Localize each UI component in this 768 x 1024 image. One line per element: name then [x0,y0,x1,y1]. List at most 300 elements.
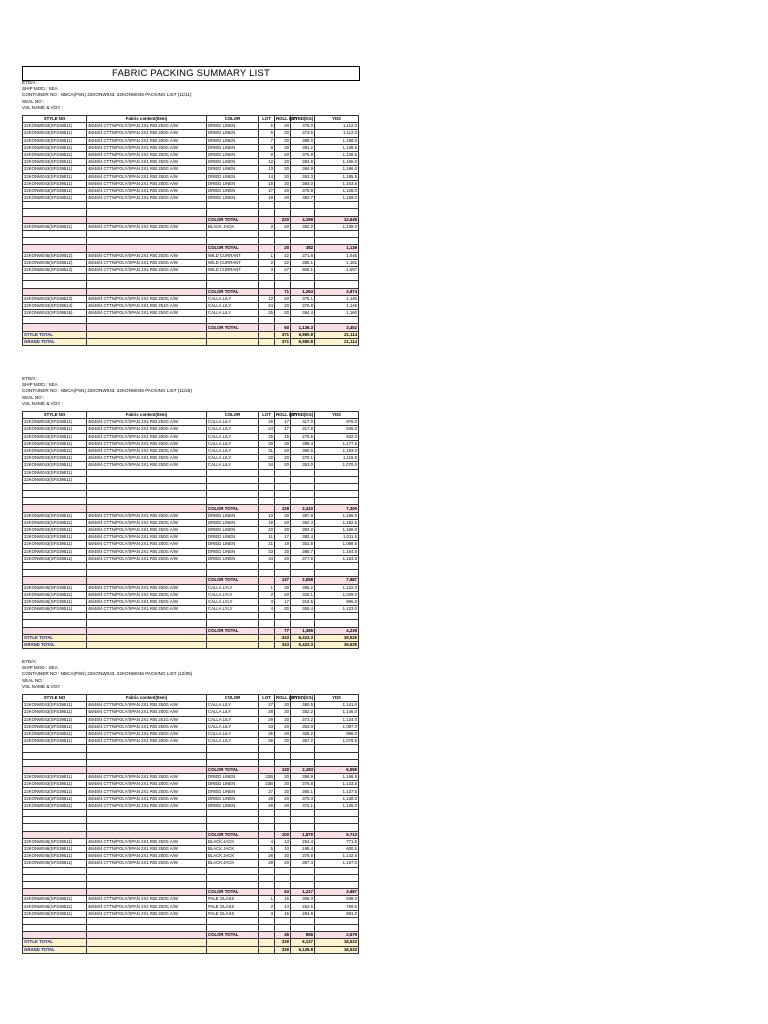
fabric-cell: 48/48/4 CTTN/POLY/SPAN 2X1 RIB 250G A/W [87,137,207,144]
blank-cell [315,570,359,577]
dyed-kg-total: 6,980.8 [291,331,315,338]
lot-cell: 29 [259,802,275,809]
color-total-row [23,216,359,223]
blank-cell [23,881,87,888]
column-header: Fabric content(Item) [87,412,207,419]
fabric-cell: 48/48/4 CTTN/POLY/SPAN 2X1 RIB 250G A/W [87,130,207,137]
yds-cell: 1,158.0 [315,137,359,144]
style-no-cell: 22KONW043(SFS39511) [23,555,87,562]
yds-cell [315,476,359,483]
blank-cell [315,881,359,888]
blank-cell [315,917,359,924]
blank-cell [291,613,315,620]
color-cell: WILD CURRANT [207,259,259,266]
table-row [23,716,359,723]
style-no-cell: 22KONW043(SFS39511) [23,781,87,788]
dyed-kg-cell: 382.4 [291,534,315,541]
roll-qty-cell: 17 [275,598,291,605]
roll-qty-cell: 15 [275,433,291,440]
table-row [23,709,359,716]
blank-cell [23,627,87,634]
color-cell: WILD CURRANT [207,252,259,259]
blank-cell [259,317,275,324]
blank-cell [315,209,359,216]
yds-cell: 1,186.0 [315,527,359,534]
yds-cell: 1,181 [315,259,359,266]
blank-cell [87,939,207,946]
dyed-kg-cell: 306.3 [291,896,315,903]
dyed-kg-cell: 393.2 [291,527,315,534]
style-no-cell: 22KONW046(SFS39512) [23,252,87,259]
yds-total: 5,713 [315,831,359,838]
blank-cell [259,925,275,932]
blank-cell [23,562,87,569]
dyed-kg-total: 2,658 [291,577,315,584]
blank-cell [275,562,291,569]
blank-cell [207,202,259,209]
grand-total-row [23,642,359,649]
blank-cell [315,231,359,238]
shipping-info-line: ETD/A: [22,376,37,381]
blank-cell [207,570,259,577]
color-cell: DRIED LINEN [207,774,259,781]
lot-cell: 3 [259,910,275,917]
color-cell: CALLA LILY [207,723,259,730]
roll-qty-total: 77 [275,627,291,634]
fabric-cell: 48/48/4 CTTN/POLY/SPAN 2X1 RIB 250G A/W [87,896,207,903]
blank-cell [23,505,87,512]
roll-qty-total: 343 [275,642,291,649]
dyed-kg-cell: 294.9 [291,910,315,917]
column-header: YDS [315,695,359,702]
column-header: LOT [259,116,275,123]
roll-qty-cell: 20 [275,447,291,454]
lot-cell: 25 [259,433,275,440]
color-total-label: COLOR TOTAL [207,577,259,584]
fabric-cell: 48/48/4 CTTN/POLY/SPAN 2X1 RIB 251G A/W [87,716,207,723]
lot-cell: 17 [259,187,275,194]
style-no-cell: 22KONW046(SFS39512) [23,259,87,266]
blank-cell [315,752,359,759]
blank-cell [23,745,87,752]
fabric-cell: 48/48/4 CTTN/POLY/SPAN 2X1 RIB 250G A/W [87,860,207,867]
style-no-cell: 22KONW046(SFS39511) [23,838,87,845]
roll-qty-cell: 20 [275,584,291,591]
dyed-kg-total: 6,126.8 [291,946,315,953]
lot-cell: 10 [259,512,275,519]
yds-total: 4,239 [315,627,359,634]
roll-qty-cell: 20 [275,774,291,781]
fabric-cell: 48/48/4 CTTN/POLY/SPAN 2X1 RIB 250G A/W [87,591,207,598]
yds-cell: 1,166.0 [315,166,359,173]
column-header: COLOR [207,412,259,419]
blank-cell [259,642,275,649]
fabric-cell: 48/48/4 CTTN/POLY/SPAN 2X1 RIB 250G A/W [87,310,207,317]
column-header: DYED(KG) [292,116,314,122]
table-row [23,738,359,745]
lot-cell: 8 [259,144,275,151]
lot-cell: 3 [259,266,275,273]
lot-cell: 12 [259,159,275,166]
color-total-row [23,831,359,838]
yds-cell: 832.0 [315,433,359,440]
packing-table [22,411,359,649]
style-no-cell: 22KONW046(SFS39511) [23,598,87,605]
roll-qty-cell: 14 [275,903,291,910]
blank-cell [291,274,315,281]
style-no-cell: 22KONW043(SFS39511) [23,738,87,745]
color-cell: DRIED LINEN [207,173,259,180]
dyed-kg-cell: 275.5 [291,433,315,440]
blank-row [23,759,359,766]
dyed-kg-cell: 254.5 [291,903,315,910]
blank-cell [275,620,291,627]
shipping-info-line: SHIP MOD : SEA [22,665,58,671]
fabric-cell: 48/48/4 CTTN/POLY/SPAN 2X1 RIB 250G A/W [87,910,207,917]
blank-row [23,824,359,831]
blank-cell [259,627,275,634]
blank-cell [207,824,259,831]
color-cell: DRIED LINEN [207,534,259,541]
color-total-label: COLOR TOTAL [207,831,259,838]
grand-total-label: GRAND TOTAL [23,946,87,953]
dyed-kg-cell: 352.6 [291,541,315,548]
blank-cell [87,483,207,490]
blank-cell [87,874,207,881]
style-no-cell: 22KONW043(SFS39514) [23,302,87,309]
dyed-kg-cell: 373.5 [291,130,315,137]
blank-cell [23,202,87,209]
lot-cell: 26 [259,853,275,860]
fabric-cell: 48/48/4 CTTN/POLY/SPAN 2X1 RIB 250G A/W [87,774,207,781]
blank-cell [259,759,275,766]
lot-cell: 14 [259,173,275,180]
blank-cell [87,505,207,512]
color-total-label: COLOR TOTAL [207,766,259,773]
roll-qty-cell: 20 [275,455,291,462]
style-no-cell: 22KONW046(SFS39511) [23,903,87,910]
yds-cell: 1,164.5 [315,548,359,555]
lot-cell: 24 [259,302,275,309]
blank-cell [23,620,87,627]
dyed-kg-cell: 393.3 [291,173,315,180]
color-cell: PALE GLASS [207,903,259,910]
table-row [23,455,359,462]
roll-qty-total: 343 [275,634,291,641]
shipping-info-line: CONTAINER NO : NBCA(PSN) 22KONW043, 22KONW046 PACKING LIST (12/05) [22,671,193,677]
column-header: Fabric content(Item) [87,695,207,702]
roll-qty-cell: 17 [275,534,291,541]
blank-row [23,209,359,216]
dyed-kg-total: 4,199 [291,216,315,223]
grand-total-label: GRAND TOTAL [23,642,87,649]
style-no-cell: 22KONW043(SFS39511) [23,476,87,483]
blank-cell [275,824,291,831]
fabric-cell: 48/48/4 CTTN/POLY/SPAN 2X1 RIB 251G A/W [87,302,207,309]
color-cell: DRIED LINEN [207,123,259,130]
yds-total: 18,533 [315,946,359,953]
blank-cell [259,216,275,223]
roll-qty-cell: 20 [275,180,291,187]
table-row [23,795,359,802]
dyed-kg-cell: 382.2 [291,709,315,716]
dyed-kg-cell: 377.6 [291,555,315,562]
blank-cell [87,620,207,627]
color-total-row [23,889,359,896]
color-total-row [23,627,359,634]
table-row [23,440,359,447]
dyed-kg-cell: 387.8 [291,512,315,519]
packing-table [22,694,359,954]
blank-cell [87,831,207,838]
blank-cell [275,867,291,874]
blank-cell [291,491,315,498]
yds-cell: 1,146 [315,295,359,302]
lot-cell: 33 [259,548,275,555]
color-total-row [23,245,359,252]
yds-cell: 1,146 [315,302,359,309]
yds-total: 3,452 [315,324,359,331]
table-header-row [23,116,359,123]
blank-cell [315,613,359,620]
dyed-kg-total: 2,410 [291,505,315,512]
color-cell: PALE GLASS [207,910,259,917]
shipping-info-line: SEAL NO : [22,677,45,683]
roll-qty-cell: 20 [275,709,291,716]
blank-cell [87,274,207,281]
blank-cell [23,824,87,831]
yds-cell: 938.0 [315,896,359,903]
shipping-info-line: VSL NAME & VOY : [22,683,63,689]
blank-cell [207,817,259,824]
roll-qty-cell: 20 [275,166,291,173]
table-row [23,123,359,130]
yds-cell: 1,168.5 [315,774,359,781]
color-cell: CALLA LILY [207,426,259,433]
roll-qty-total: 20 [275,245,291,252]
style-no-cell: 22KONW043(SFS39511) [23,469,87,476]
style-no-cell: 22KONW043(SFS39511) [23,195,87,202]
shipping-info [22,80,358,111]
table-row [23,853,359,860]
color-cell: CALLA LILY [207,702,259,709]
blank-cell [315,238,359,245]
roll-qty-cell: 20 [275,462,291,469]
color-cell: CALLA LILY [207,310,259,317]
fabric-cell: 48/48/4 CTTN/POLY/SPAN 2X1 RIB 250G A/W [87,195,207,202]
blank-cell [315,745,359,752]
yds-cell: 1,135.0 [315,802,359,809]
blank-cell [259,238,275,245]
blank-row [23,238,359,245]
dyed-kg-cell: 326.2 [291,730,315,737]
shipping-info-line: SEAL NO : [22,98,45,104]
lot-cell: 4 [259,606,275,613]
blank-cell [207,642,259,649]
blank-cell [275,817,291,824]
blank-cell [87,491,207,498]
dyed-kg-cell: 370.4 [291,795,315,802]
blank-cell [259,570,275,577]
table-row [23,166,359,173]
blank-cell [23,570,87,577]
blank-cell [207,867,259,874]
packing-table [22,115,359,346]
roll-qty-cell: 20 [275,512,291,519]
yds-cell: 759.5 [315,903,359,910]
lot-cell: 25 [259,310,275,317]
roll-qty-cell: 10 [275,845,291,852]
lot-cell: 6 [259,130,275,137]
blank-cell [259,634,275,641]
blank-cell [23,231,87,238]
dyed-kg-total: 1,217 [291,889,315,896]
yds-total: 19,525 [315,642,359,649]
yds-total: 21,114 [315,331,359,338]
blank-cell [275,483,291,490]
color-cell [207,476,259,483]
fabric-cell: 48/48/4 CTTN/POLY/SPAN 2X1 RIB 250G A/W [87,512,207,519]
blank-cell [87,745,207,752]
blank-cell [23,867,87,874]
dyed-kg-cell: 318.5 [291,598,315,605]
color-cell: DRIED LINEN [207,541,259,548]
dyed-kg-total: 1,870 [291,831,315,838]
dyed-kg-cell: 384.9 [291,159,315,166]
blank-cell [259,281,275,288]
table-row [23,781,359,788]
dyed-kg-total: 6,127 [291,939,315,946]
roll-qty-cell: 20 [275,853,291,860]
fabric-cell [87,476,207,483]
roll-qty-cell: 20 [275,723,291,730]
dyed-kg-cell: 372.1 [291,802,315,809]
roll-qty-cell [275,469,291,476]
style-no-cell: 22KONW043(SFS39511) [23,527,87,534]
blank-row [23,281,359,288]
blank-cell [291,202,315,209]
blank-row [23,620,359,627]
color-cell: DRIED LINEN [207,519,259,526]
dyed-kg-cell: 357.2 [291,738,315,745]
yds-cell: 1,029.0 [315,591,359,598]
blank-cell [207,745,259,752]
color-cell: DRIED LINEN [207,187,259,194]
fabric-cell: 48/48/4 CTTN/POLY/SPAN 2X1 RIB 250G A/W [87,788,207,795]
column-header: ROLL QTY [276,695,298,701]
roll-qty-total: 120 [275,766,291,773]
fabric-cell: 48/48/4 CTTN/POLY/SPAN 2X1 RIB 250G A/W [87,598,207,605]
blank-cell [207,613,259,620]
style-no-cell: 22KONW043(SFS39511) [23,419,87,426]
roll-qty-cell: 20 [275,730,291,737]
roll-qty-total: 137 [275,577,291,584]
blank-cell [291,231,315,238]
table-row [23,252,359,259]
blank-row [23,752,359,759]
dyed-kg-cell: 376.6 [291,853,315,860]
color-cell: CALLA LILY [207,433,259,440]
blank-cell [259,202,275,209]
table-row [23,173,359,180]
blank-cell [291,881,315,888]
lot-cell: 24 [259,426,275,433]
roll-qty-cell: 20 [275,527,291,534]
color-total-row [23,766,359,773]
roll-qty-cell: 22 [275,259,291,266]
blank-cell [23,317,87,324]
grand-total-row [23,946,359,953]
dyed-kg-cell: 384.9 [291,166,315,173]
fabric-cell: 48/48/4 CTTN/POLY/SPAN 2X1 RIB 250G A/W [87,462,207,469]
style-no-cell: 22KONW043(SFS39511) [23,541,87,548]
table-row [23,223,359,230]
blank-cell [87,331,207,338]
blank-cell [259,745,275,752]
yds-cell: 881.0 [315,910,359,917]
blank-row [23,917,359,924]
dyed-kg-cell: 382.2 [291,223,315,230]
blank-cell [87,766,207,773]
roll-qty-total: 220 [275,216,291,223]
blank-cell [23,281,87,288]
blank-row [23,925,359,932]
shipping-info-line: CONTAINER NO : NBCA(PSN) 22KONW043, 22KONW046 PACKING LIST (11/28) [22,388,192,394]
blank-cell [87,498,207,505]
dyed-kg-cell: 198.4 [291,845,315,852]
blank-row [23,274,359,281]
roll-qty-total: 100 [275,831,291,838]
document-title: FABRIC PACKING SUMMARY LIST [22,66,360,81]
yds-cell: 1,183.0 [315,447,359,454]
style-no-cell: 22KONW043(SFS39511) [23,730,87,737]
yds-cell: 1,186.0 [315,512,359,519]
blank-cell [87,317,207,324]
blank-cell [259,917,275,924]
column-header: LOT [259,412,275,419]
blank-cell [259,231,275,238]
style-no-cell: 22KONW046(SFS39511) [23,845,87,852]
style-no-cell: 22KONW043(SFS39511) [23,166,87,173]
blank-cell [23,288,87,295]
style-no-cell: 22KONW043(SFS39511) [23,187,87,194]
style-no-cell: 22KONW046(SFS39511) [23,896,87,903]
blank-row [23,810,359,817]
fabric-cell: 48/48/4 CTTN/POLY/SPAN 2X1 RIB 250G A/W [87,838,207,845]
blank-cell [315,562,359,569]
fabric-cell: 48/48/4 CTTN/POLY/SPAN 2X1 RIB 250G A/W [87,447,207,454]
yds-cell: 600.5 [315,845,359,852]
roll-qty-cell: 20 [275,716,291,723]
style-no-cell: 22KONW043(SFS39511) [23,440,87,447]
blank-cell [275,874,291,881]
blank-cell [23,216,87,223]
lot-cell: 1 [259,584,275,591]
blank-cell [275,759,291,766]
blank-cell [275,881,291,888]
style-no-cell: 22KONW043(SFS39511) [23,447,87,454]
lot-cell: 27 [259,788,275,795]
blank-cell [87,817,207,824]
table-row [23,896,359,903]
blank-cell [207,498,259,505]
color-cell: BLACK JACK [207,853,259,860]
style-no-cell: 22KONW043(SFS39511) [23,426,87,433]
fabric-cell: 48/48/4 CTTN/POLY/SPAN 2X1 RIB 250G A/W [87,419,207,426]
style-no-cell: 22KONW043(SFS39511) [23,709,87,716]
table-row [23,187,359,194]
blank-cell [291,759,315,766]
